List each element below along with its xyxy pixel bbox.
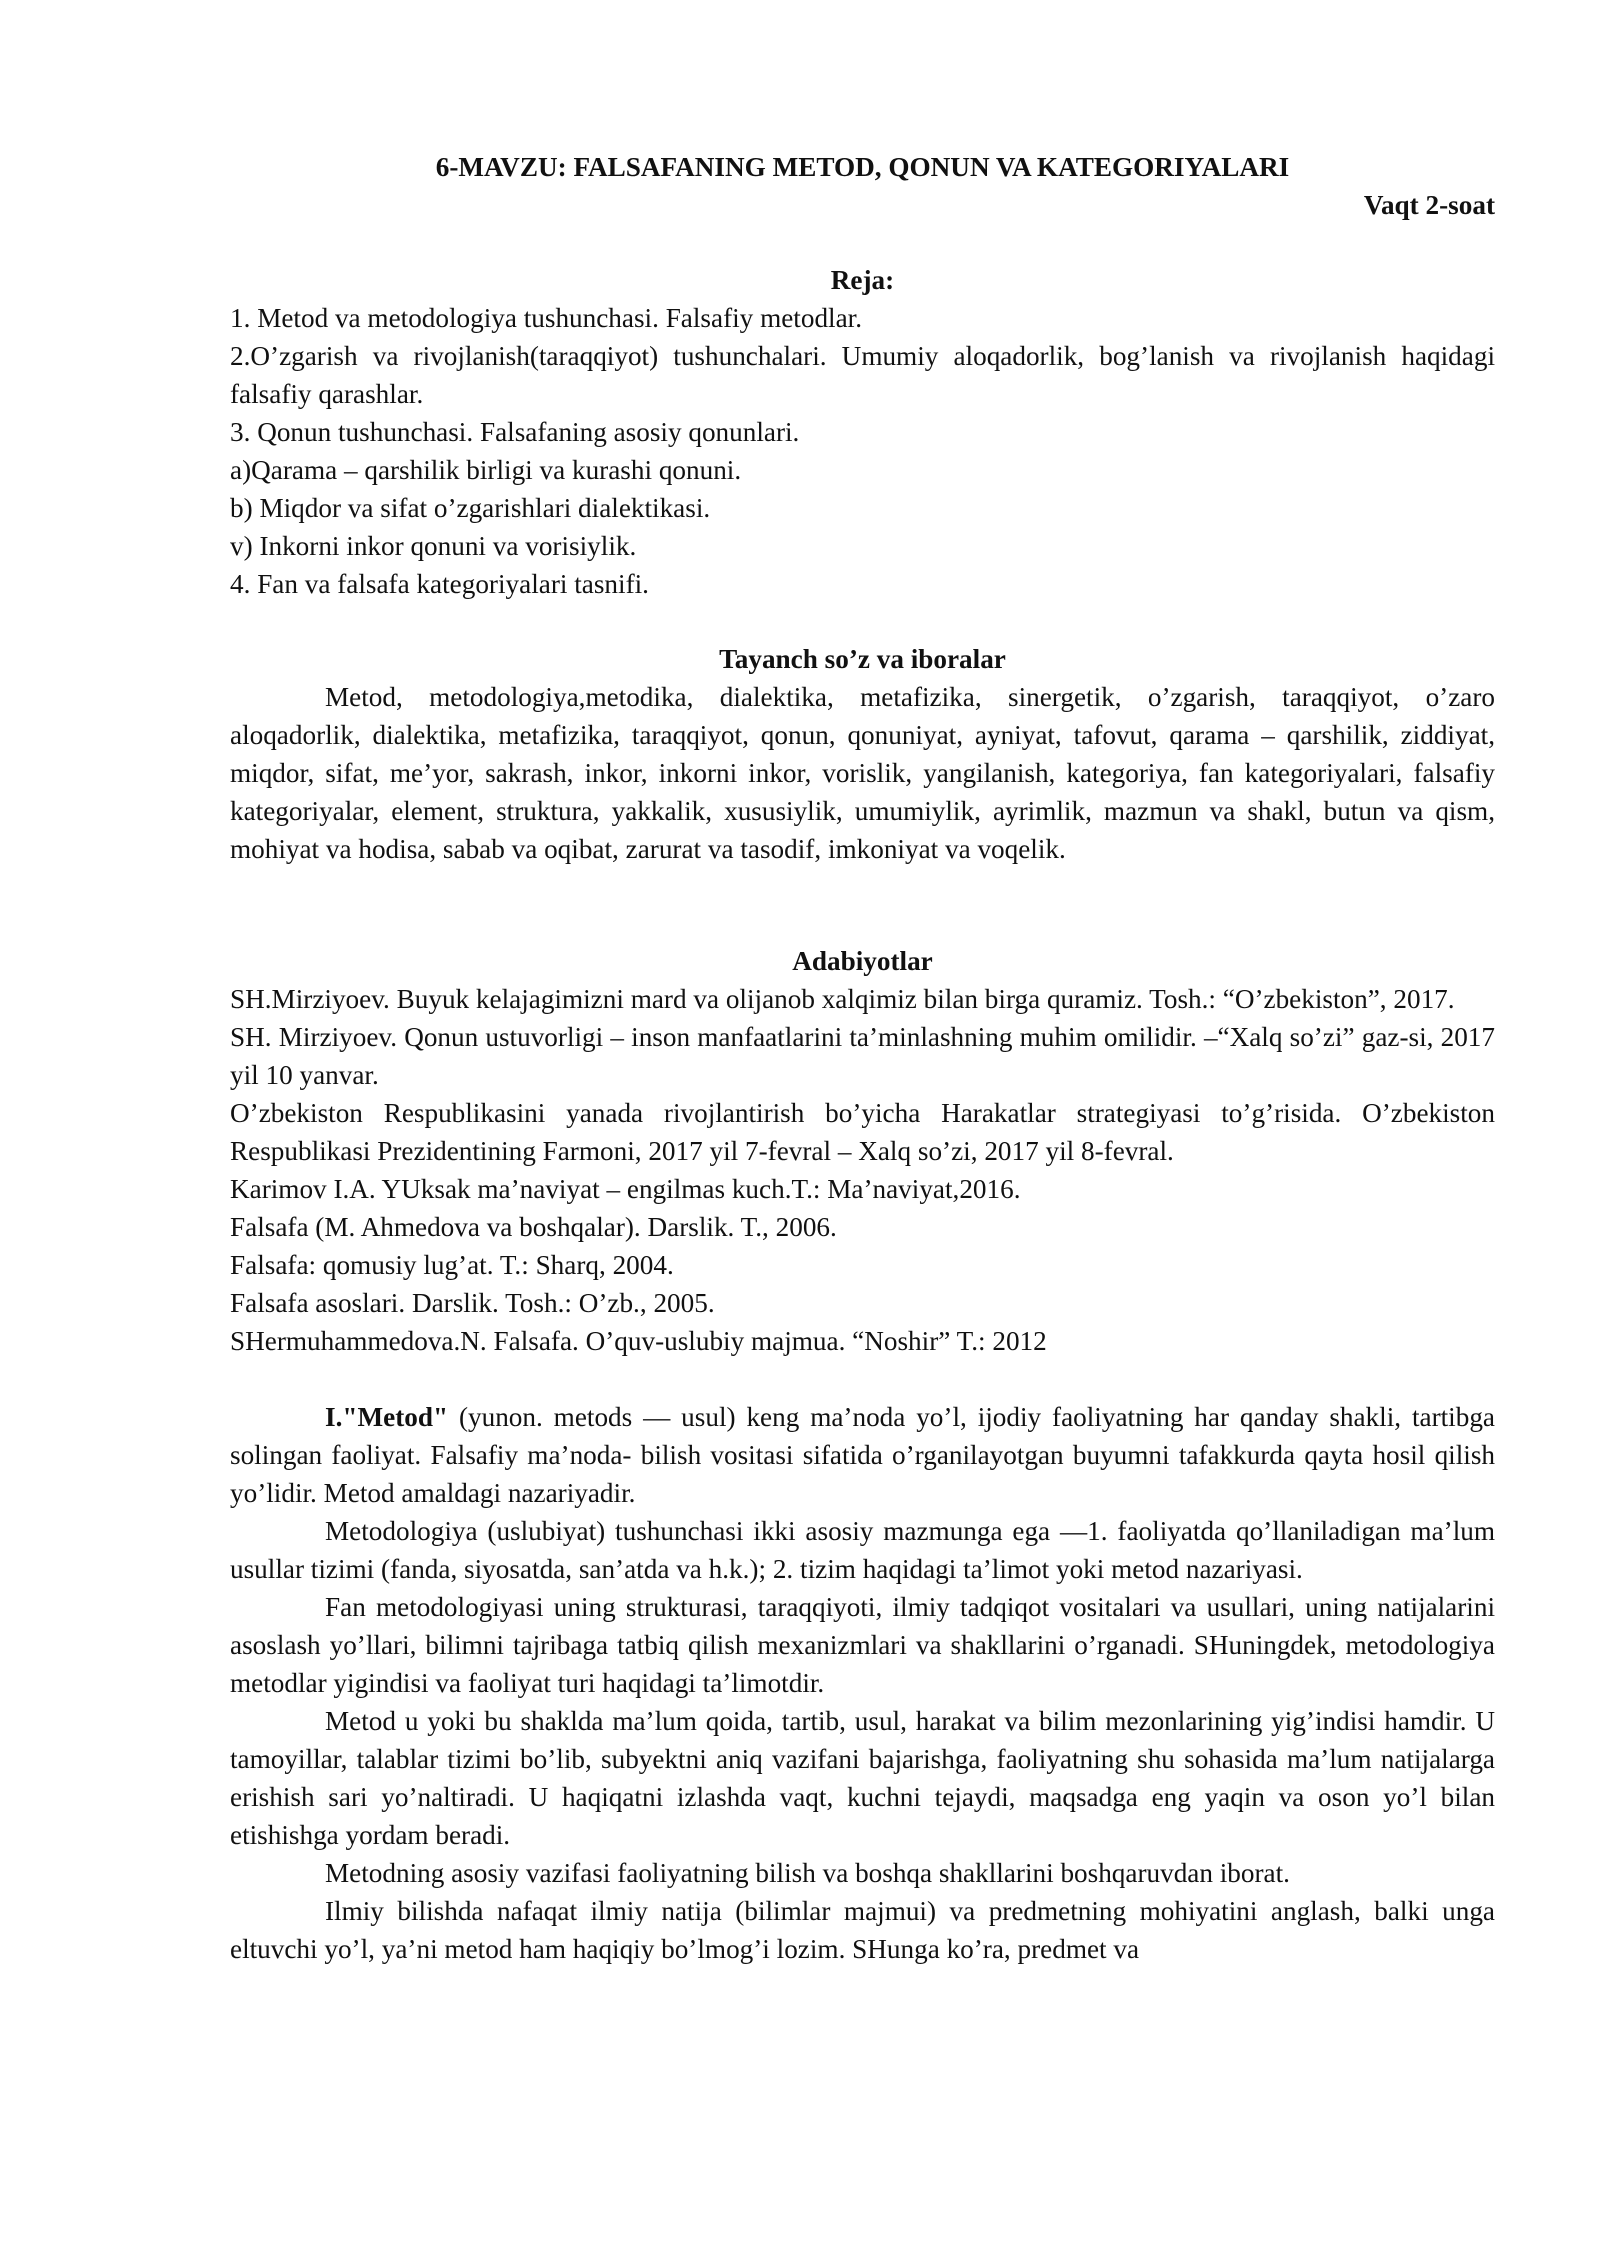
plan-item: 2.O’zgarish va rivojlanish(taraqqiyot) tushunchalari. Umumiy aloqadorlik, bog’lanish va rivojlanish haqidagi falsafiy qarashlar. — [230, 341, 1495, 409]
body-paragraph: Metodning asosiy vazifasi faoliyatning bilish va boshqa shakllarini boshqaruvdan iborat. — [325, 1858, 1290, 1888]
literature-list — [230, 980, 1495, 1360]
plan-item: 3. Qonun tushunchasi. Falsafaning asosiy qonunlari. — [230, 417, 800, 447]
body-paragraph — [230, 1398, 1495, 1512]
plan-item: 1. Metod va metodologiya tushunchasi. Falsafiy metodlar. — [230, 303, 863, 333]
keywords-text: Metod, metodologiya,metodika, dialektika, metafizika, sinergetik, o’zgarish, taraqqiyot, o’zaro aloqadorlik, dialektika, metafizika, taraqqiyot, qonun, qonuniyat, ayniyat, tafovut, qarama – qarshilik, ziddiyat, miqdor, sifat, me’yor, sakrash, inkor, inkorni inkor, vorislik, yangilanish, kategoriya, fan kategoriyalari, falsafiy kategoriyalar, element, struktura, yakkalik, xususiylik, umumiylik, ayrimlik, mazmun va shakl, butun va qism, mohiyat va hodisa, sabab va oqibat, zarurat va tasodif, imkoniyat va voqelik. — [230, 682, 1495, 864]
document-title: 6-MAVZU: FALSAFANING METOD, QONUN VA KATEGORIYALARI — [435, 152, 1290, 182]
metod-term: I."Metod" — [325, 1402, 449, 1432]
body-paragraph: Metod u yoki bu shaklda ma’lum qoida, tartib, usul, harakat va bilim mezonlarining yig’indisi hamdir. U tamoyillar, talablar tizimi bo’lib, subyektni aniq vazifani bajarishga, faoliyatning shu sohasida ma’lum natijalarga erishish sari yo’naltiradi. U haqiqatni izlashda vaqt, kuchni tejaydi, maqsadga eng yaqin va oson yo’l bilan etishishga yordam beradi. — [230, 1706, 1495, 1850]
literature-item: SH. Mirziyoev. Qonun ustuvorligi – inson manfaatlarini ta’minlashning muhim omilidir. –“Xalq so’zi” gaz-si, 2017 yil 10 yanvar. — [230, 1022, 1495, 1090]
literature-item: SH.Mirziyoev. Buyuk kelajagimizni mard va olijanob xalqimiz bilan birga quramiz. Tosh.: “O’zbekiston”, 2017. — [230, 984, 1455, 1014]
body-paragraph: Metodologiya (uslubiyat) tushunchasi ikki asosiy mazmunga ega —1. faoliyatda qo’llaniladigan ma’lum usullar tizimi (fanda, siyosatda, san’atda va h.k.); 2. tizim haqidagi ta’limot yoki metod nazariyasi. — [230, 1516, 1495, 1584]
literature-item: Falsafa: qomusiy lug’at. T.: Sharq, 2004. — [230, 1250, 674, 1280]
keywords-heading: Tayanch so’z va iboralar — [719, 644, 1006, 674]
plan-item: 4. Fan va falsafa kategoriyalari tasnifi. — [230, 569, 649, 599]
literature-item: Falsafa (M. Ahmedova va boshqalar). Darslik. T., 2006. — [230, 1212, 837, 1242]
literature-item: Falsafa asoslari. Darslik. Tosh.: O’zb., 2005. — [230, 1288, 715, 1318]
body-paragraph: Fan metodologiyasi uning strukturasi, taraqqiyoti, ilmiy tadqiqot vositalari va usullari, uning natijalarini asoslash yo’llari, bilimni tajribaga tatbiq qilish mexanizmlari va shakllarini o’rganadi. SHuningdek, metodologiya metodlar yigindisi va faoliyat turi haqidagi ta’limotdir. — [230, 1592, 1495, 1698]
plan-item: a)Qarama – qarshilik birligi va kurashi qonuni. — [230, 455, 742, 485]
literature-heading: Adabiyotlar — [792, 946, 933, 976]
plan-list — [230, 299, 1495, 603]
literature-item: Karimov I.A. YUksak ma’naviyat – engilmas kuch.T.: Ma’naviyat,2016. — [230, 1174, 1021, 1204]
main-text — [230, 1398, 1495, 1968]
body-paragraph: Ilmiy bilishda nafaqat ilmiy natija (bilimlar majmui) va predmetning mohiyatini anglash, balki unga eltuvchi yo’l, ya’ni metod ham haqiqiy bo’lmog’i lozim. SHunga ko’ra, predmet va — [230, 1896, 1495, 1964]
plan-item: b) Miqdor va sifat o’zgarishlari dialektikasi. — [230, 493, 711, 523]
paragraph-text: (yunon. metods — usul) keng ma’noda yo’l, ijodiy faoliyatning har qanday shakli, tartibga solingan faoliyat. Falsafiy ma’noda- bilish vositasi sifatida o’rganilayotgan buyumni tafakkurda qayta hosil qilish yo’lidir. Metod amaldagi nazariyadir. — [230, 1402, 1495, 1508]
plan-item: v) Inkorni inkor qonuni va vorisiylik. — [230, 531, 637, 561]
literature-item: O’zbekiston Respublikasini yanada rivojlantirish bo’yicha Harakatlar strategiyasi to’g’risida. O’zbekiston Respublikasi Prezidentining Farmoni, 2017 yil 7-fevral – Xalq so’zi, 2017 yil 8-fevral. — [230, 1098, 1495, 1166]
plan-heading: Reja: — [830, 265, 895, 295]
literature-item: SHermuhammedova.N. Falsafa. O’quv-uslubiy majmua. “Noshir” T.: 2012 — [230, 1326, 1047, 1356]
duration-label: Vaqt 2-soat — [1363, 190, 1495, 220]
